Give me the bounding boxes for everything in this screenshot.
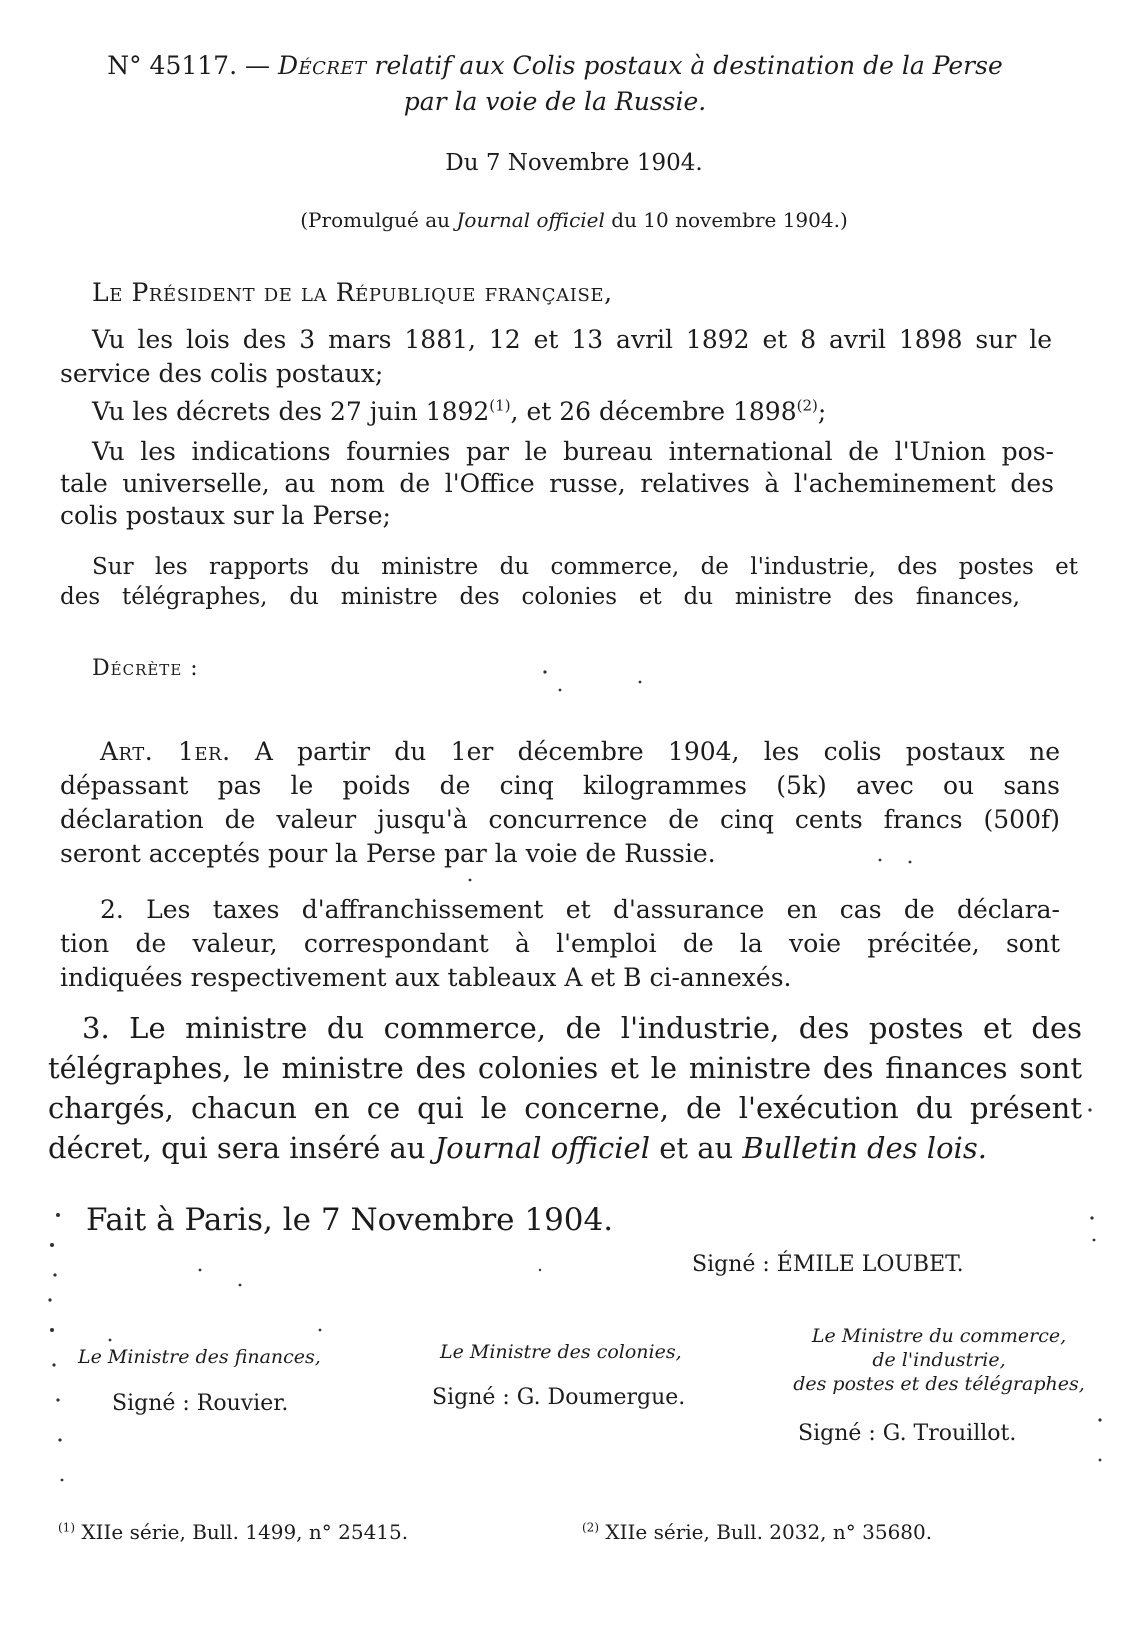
sur-rapports-line1: Sur les rapports du ministre du commerce, de l'industrie, des postes et [92,554,1078,580]
article-3-line3: chargés, chacun en ce qui le concerne, de l'exécution du présent [48,1091,1082,1125]
vu-indications-line1: Vu les indications fournies par le bureau international de l'Union pos- [92,437,1054,466]
president-signature: Signé : ÉMILE LOUBET. [692,1252,964,1277]
footnote-1-text: XIIe série, Bull. 1499, n° 25415. [81,1520,409,1544]
vu-decrets-a: Vu les décrets des 27 juin 1892 [92,397,490,426]
article-1-line2: dépassant pas le poids de cinq kilogrammes (5k) avec ou sans [60,771,1060,800]
president-heading: Le Président de la République française, [92,278,613,307]
article-1-line3: déclaration de valeur jusqu'à concurrence de cinq cents francs (500f) [60,805,1060,834]
article-2-line1: 2. Les taxes d'affranchissement et d'assurance en cas de déclara- [100,895,1060,924]
decrete-heading: Décrète : [92,656,199,681]
promulgation-journal: Journal officiel [456,208,605,232]
minister-finances-title: Le Ministre des finances, [78,1346,321,1368]
footnote-ref-2: (2) [796,396,818,415]
footnote-2-text: XIIe série, Bull. 2032, n° 35680. [605,1520,933,1544]
sur-rapports-line2: des télégraphes, du ministre des colonies et du ministre des finances, [60,584,1020,610]
article-1-line4: seront acceptés pour la Perse par la voie de Russie. [60,839,716,868]
title-line2: par la voie de la Russie. [403,87,707,116]
minister-commerce-title-line1: Le Ministre du commerce, [811,1325,1067,1347]
footnote-1-mark: (1) [58,1520,75,1535]
footnote-ref-1: (1) [489,396,511,415]
title-word: Décret [277,51,367,80]
minister-colonies-signature: Signé : G. Doumergue. [432,1385,686,1410]
minister-colonies-title: Le Ministre des colonies, [440,1341,682,1363]
article-3-bulletin: Bulletin des lois. [742,1131,987,1165]
article-3-line2: télégraphes, le ministre des colonies et le ministre des finances sont [48,1051,1082,1085]
article-2-line3: indiquées respectivement aux tableaux A et B ci-annexés. [60,963,792,992]
decree-date: Du 7 Novembre 1904. [445,150,703,176]
promulgation-suffix: du 10 novembre 1904.) [611,208,848,232]
vu-lois-line1: Vu les lois des 3 mars 1881, 12 et 13 avril 1892 et 8 avril 1898 sur le [92,325,1052,354]
footnote-2-mark: (2) [582,1520,599,1535]
minister-finances-signature: Signé : Rouvier. [112,1391,289,1416]
vu-decrets-c: ; [817,397,827,426]
minister-commerce-title-line2: de l'industrie, [872,1349,1006,1371]
minister-commerce-title-line3: des postes et des télégraphes, [793,1373,1085,1395]
article-3-line4-a: décret, qui sera inséré au [48,1131,426,1165]
article-3-line1: 3. Le ministre du commerce, de l'industrie, des postes et des [82,1011,1082,1045]
article-2-line2: tion de valeur, correspondant à l'emploi de la voie précitée, sont [60,929,1060,958]
decree-number: N° 45117. — [107,51,270,80]
article-1-label: Art. 1er. [100,737,231,766]
article-3-journal: Journal officiel [434,1131,650,1165]
promulgation-prefix: (Promulgué au [300,208,451,232]
article-1-text-line1: A partir du 1er décembre 1904, les colis postaux ne [254,737,1060,766]
vu-indications-line3: colis postaux sur la Perse; [60,501,391,530]
vu-decrets-b: , et 26 décembre 1898 [510,397,797,426]
vu-indications-line2: tale universelle, au nom de l'Office russe, relatives à l'acheminement des [60,469,1054,498]
minister-commerce-signature: Signé : G. Trouillot. [798,1421,1017,1446]
article-3-line4-b: et au [659,1131,734,1165]
vu-lois-line2: service des colis postaux; [60,359,384,388]
fait-a-paris: Fait à Paris, le 7 Novembre 1904. [86,1202,614,1238]
title-line1: relatif aux Colis postaux à destination de la Perse [374,51,1003,80]
